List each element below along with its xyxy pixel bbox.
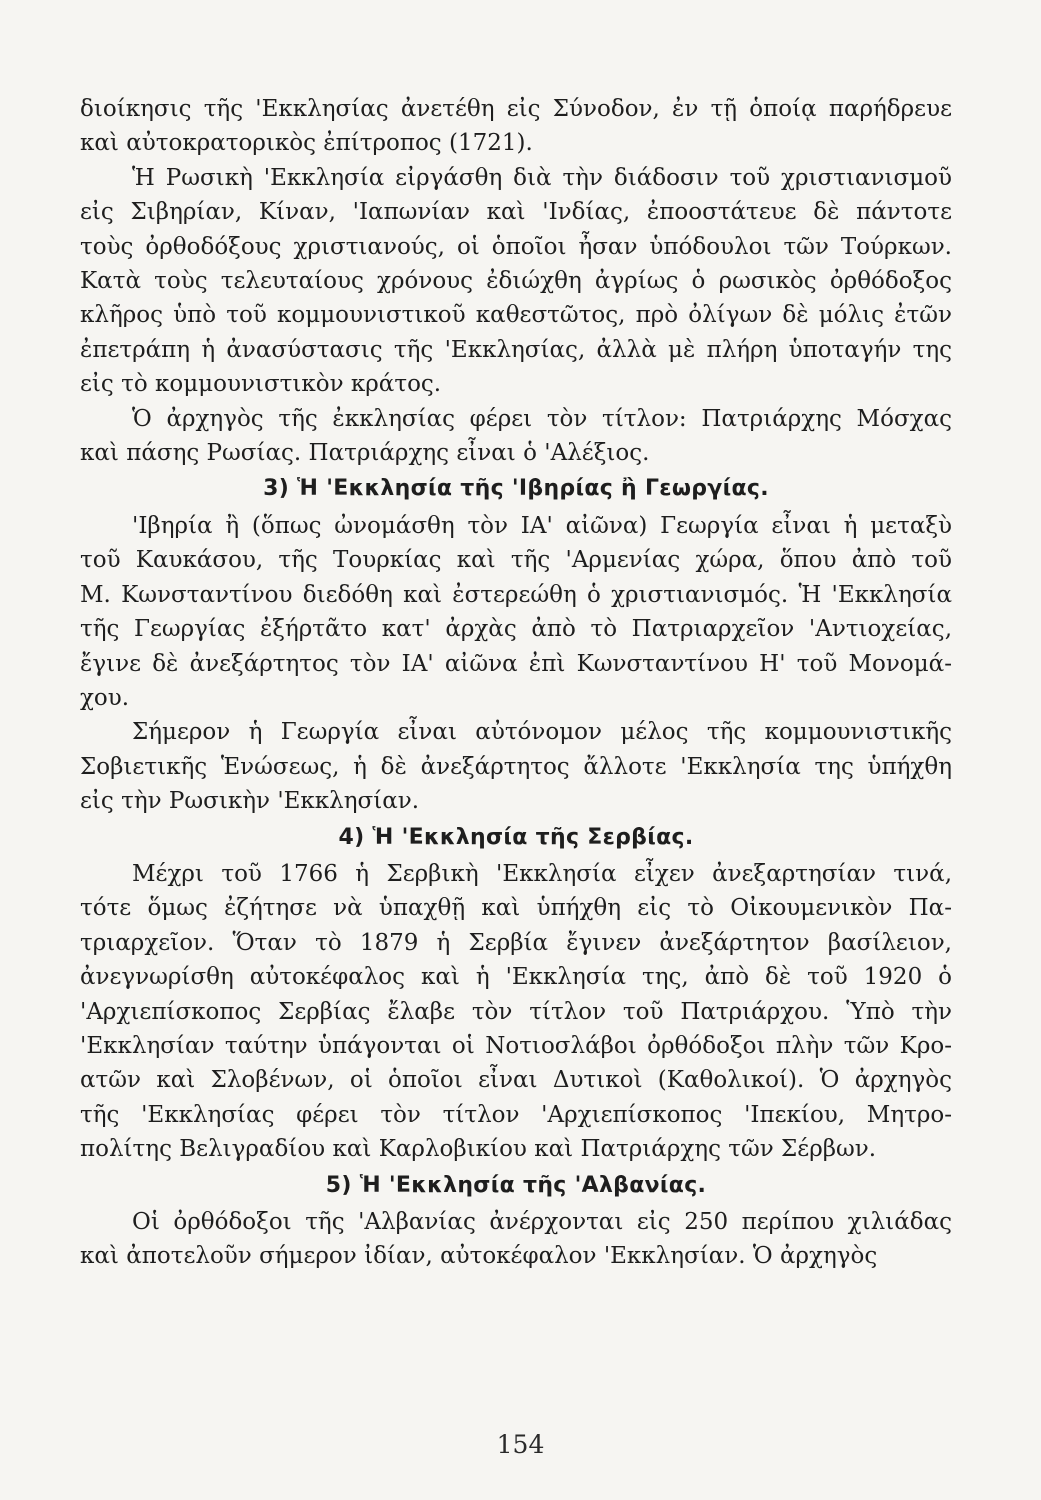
text-line: Οἱ ὀρθόδοξοι τῆς 'Αλβανίας ἀνέρχονται εἰς 250 περίπου χιλιάδας — [132, 1209, 952, 1235]
text-line: κλῆρος ὑπὸ τοῦ κομμουνιστικοῦ καθεστῶτος, πρὸ ὀλίγων δὲ μόλις ἐτῶν — [80, 302, 952, 329]
text-line: ατῶν καὶ Σλοβένων, οἱ ὁποῖοι εἶναι Δυτικοὶ (Καθολικοί). Ὁ ἀρχηγὸς — [80, 1067, 952, 1094]
page-number: 154 — [496, 1430, 545, 1459]
paragraph — [80, 92, 952, 161]
text-line: ἔγινε δὲ ἀνεξάρτητος τὸν ΙΑ' αἰῶνα ἐπὶ Κωνσταντίνου Η' τοῦ Μονομά- — [80, 650, 952, 677]
text-line: τοῦ Καυκάσου, τῆς Τουρκίας καὶ τῆς 'Αρμενίας χώρα, ὅπου ἀπὸ τοῦ — [80, 547, 952, 574]
text-line: 'Ιβηρία ἢ (ὅπως ὠνομάσθη τὸν ΙΑ' αἰῶνα) Γεωργία εἶναι ἡ μεταξὺ — [132, 512, 952, 539]
text-line: τότε ὅμως ἐζήτησε νὰ ὑπαχθῇ καὶ ὑπήχθη εἰς τὸ Οἰκουμενικὸν Πα- — [80, 895, 952, 922]
paragraph — [80, 857, 952, 1167]
text-line: εἰς τὸ κομμουνιστικὸν κράτος. — [80, 371, 442, 398]
text-line: 'Αρχιεπίσκοπος Σερβίας ἔλαβε τὸν τίτλον τοῦ Πατριάρχου. Ὑπὸ τὴν — [80, 998, 952, 1025]
text-line: ἐπετράπη ἡ ἀνασύστασις τῆς 'Εκκλησίας, ἀλλὰ μὲ πλήρη ὑποταγήν της — [80, 336, 952, 363]
text-line: χου. — [80, 684, 130, 711]
text-line: καὶ αὐτοκρατορικὸς ἐπίτροπος (1721). — [80, 130, 533, 157]
text-line: πολίτης Βελιγραδίου καὶ Καρλοβικίου καὶ Πατριάρχης τῶν Σέρβων. — [80, 1136, 877, 1163]
text-line: τοὺς ὀρθοδόξους χριστιανούς, οἱ ὁποῖοι ἦσαν ὑπόδουλοι τῶν Τούρκων. — [80, 233, 952, 260]
text-line: Σοβιετικῆς Ἑνώσεως, ἡ δὲ ἀνεξάρτητος ἄλλοτε 'Εκκλησία της ὑπήχθη — [80, 753, 952, 780]
text-line: εἰς Σιβηρίαν, Κίναν, 'Ιαπωνίαν καὶ 'Ινδίας, ἐποοστάτευε δὲ πάντοτε — [80, 199, 952, 226]
text-line: Ὁ ἀρχηγὸς τῆς ἐκκλησίας φέρει τὸν τίτλον: Πατριάρχης Μόσχας — [132, 405, 952, 432]
text-line: εἰς τὴν Ρωσικὴν 'Εκκλησίαν. — [80, 788, 420, 815]
paragraph — [80, 1205, 952, 1274]
text-line: διοίκησις τῆς 'Εκκλησίας ἀνετέθη εἰς Σύνοδον, ἐν τῇ ὁποίᾳ παρήδρευε — [80, 96, 952, 122]
text-line: Μ. Κωνσταντίνου διεδόθη καὶ ἐστερεώθη ὁ χριστιανισμός. Ἡ 'Εκκλησία — [80, 581, 952, 608]
section-heading: 4) Ἡ 'Εκκλησία τῆς Σερβίας. — [338, 824, 694, 850]
paragraph — [80, 161, 952, 402]
text-line: Ἡ Ρωσικὴ 'Εκκλησία εἰργάσθη διὰ τὴν διάδοσιν τοῦ χριστιανισμοῦ — [132, 164, 952, 191]
text-line: τῆς 'Εκκλησίας φέρει τὸν τίτλον 'Αρχιεπίσκοπος 'Ιπεκίου, Μητρο- — [80, 1101, 952, 1128]
text-line: Σήμερον ἡ Γεωργία εἶναι αὐτόνομον μέλος τῆς κομμουνιστικῆς — [132, 719, 952, 746]
text-line: καὶ ἀποτελοῦν σήμερον ἰδίαν, αὐτοκέφαλον 'Εκκλησίαν. Ὁ ἀρχηγὸς — [80, 1243, 878, 1270]
text-line: καὶ πάσης Ρωσίας. Πατριάρχης εἶναι ὁ 'Αλέξιος. — [80, 440, 650, 467]
text-line: Μέχρι τοῦ 1766 ἡ Σερβικὴ 'Εκκλησία εἶχεν ἀνεξαρτησίαν τινά, — [132, 860, 952, 887]
paragraph — [80, 402, 952, 471]
paragraph — [80, 509, 952, 715]
section-heading: 5) Ἡ 'Εκκλησία τῆς 'Αλβανίας. — [325, 1172, 707, 1198]
text-line: Κατὰ τοὺς τελευταίους χρόνους ἐδιώχθη ἀγρίως ὁ ρωσικὸς ὀρθόδοξος — [80, 268, 952, 295]
text-line: τριαρχεῖον. Ὅταν τὸ 1879 ἡ Σερβία ἔγινεν ἀνεξάρτητον βασίλειον, — [80, 929, 952, 956]
text-line: τῆς Γεωργίας ἐξήρτᾶτο κατ' ἀρχὰς ἀπὸ τὸ Πατριαρχεῖον 'Αντιοχείας, — [80, 616, 952, 643]
text-line: 'Εκκλησίαν ταύτην ὑπάγονται οἱ Νοτιοσλάβοι ὀρθόδοξοι πλὴν τῶν Κρο- — [80, 1032, 952, 1059]
text-line: ἀνεγνωρίσθη αὐτοκέφαλος καὶ ἡ 'Εκκλησία της, ἀπὸ δὲ τοῦ 1920 ὁ — [80, 964, 952, 991]
paragraph — [80, 715, 952, 818]
page-body-text — [80, 92, 952, 1274]
section-heading: 3) Ἡ 'Εκκλησία τῆς 'Ιβηρίας ἢ Γεωργίας. — [263, 476, 769, 502]
